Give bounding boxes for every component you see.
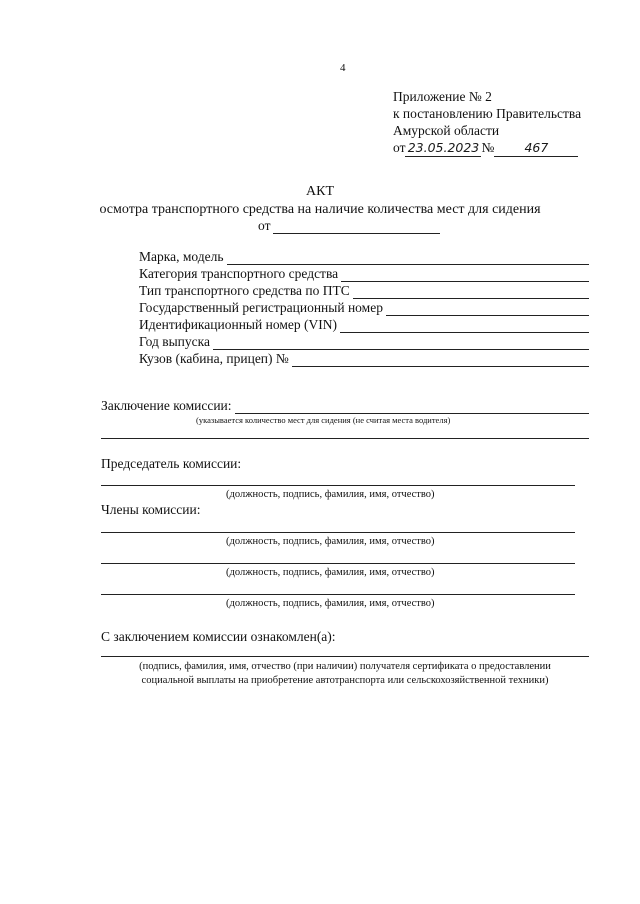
- field-input-vin[interactable]: [340, 320, 589, 333]
- appendix-line-region: Амурской области: [393, 123, 500, 138]
- member-signature-line-2[interactable]: [101, 563, 575, 564]
- document-heading: АКТ: [306, 184, 334, 199]
- member-caption-3: (должность, подпись, фамилия, имя, отчество): [226, 598, 435, 609]
- field-label: Категория транспортного средства: [139, 266, 339, 281]
- act-date-prefix: от: [258, 218, 271, 233]
- acquainted-caption-line-1: (подпись, фамилия, имя, отчество (при наличии) получателя сертификата о предоставлении: [139, 661, 551, 672]
- conclusion-hint: (указывается количество мест для сидения (не считая места водителя): [196, 415, 451, 425]
- chairman-label: Председатель комиссии:: [101, 456, 242, 471]
- field-label: Кузов (кабина, прицеп) №: [139, 351, 289, 366]
- field-input-model[interactable]: [227, 252, 589, 265]
- field-label: Государственный регистрационный номер: [139, 300, 383, 315]
- field-input-category[interactable]: [341, 269, 589, 282]
- field-input-reg-number[interactable]: [386, 303, 589, 316]
- number-handwritten: 467: [494, 139, 578, 157]
- number-prefix: №: [481, 140, 495, 155]
- document-subheading: осмотра транспортного средства на наличие количества мест для сидения: [99, 202, 541, 217]
- field-row-category: [139, 266, 589, 282]
- field-row-model: [139, 249, 589, 265]
- field-row-vin: [139, 317, 589, 333]
- appendix-title: Приложение № 2: [393, 89, 492, 104]
- field-row-reg-number: [139, 300, 589, 316]
- field-label: Год выпуска: [139, 334, 210, 349]
- acquainted-label: С заключением комиссии ознакомлен(а):: [101, 629, 336, 644]
- field-row-body: [139, 351, 589, 367]
- date-handwritten: 23.05.2023: [405, 139, 481, 157]
- chairman-signature-line[interactable]: [101, 485, 575, 486]
- conclusion-row: [101, 398, 589, 414]
- date-prefix: от: [393, 140, 406, 155]
- field-label: Идентификационный номер (VIN): [139, 317, 337, 332]
- field-label: Марка, модель: [139, 249, 224, 264]
- field-input-type[interactable]: [353, 286, 589, 299]
- conclusion-line-2[interactable]: [101, 438, 589, 439]
- page-number: 4: [340, 62, 346, 74]
- acquainted-caption-line-2: социальной выплаты на приобретение автотранспорта или сельскохозяйственной техники): [141, 675, 549, 686]
- member-caption-2: (должность, подпись, фамилия, имя, отчество): [226, 567, 435, 578]
- chairman-caption: (должность, подпись, фамилия, имя, отчество): [226, 489, 435, 500]
- conclusion-field[interactable]: [235, 401, 589, 414]
- field-row-type: [139, 283, 589, 299]
- member-caption-1: (должность, подпись, фамилия, имя, отчество): [226, 536, 435, 547]
- field-input-body[interactable]: [292, 354, 589, 367]
- act-date-row: [258, 218, 440, 234]
- conclusion-label: Заключение комиссии:: [101, 398, 232, 413]
- appendix-line-resolution: к постановлению Правительства: [393, 106, 582, 121]
- act-date-field[interactable]: [273, 221, 440, 234]
- field-input-year[interactable]: [213, 337, 589, 350]
- field-row-year: [139, 334, 589, 350]
- field-label: Тип транспортного средства по ПТС: [139, 283, 350, 298]
- member-signature-line-3[interactable]: [101, 594, 575, 595]
- member-signature-line-1[interactable]: [101, 532, 575, 533]
- members-label: Члены комиссии:: [101, 502, 201, 517]
- appendix-block: [393, 88, 613, 157]
- acquainted-signature-line[interactable]: [101, 656, 589, 657]
- appendix-date-number: [393, 139, 613, 157]
